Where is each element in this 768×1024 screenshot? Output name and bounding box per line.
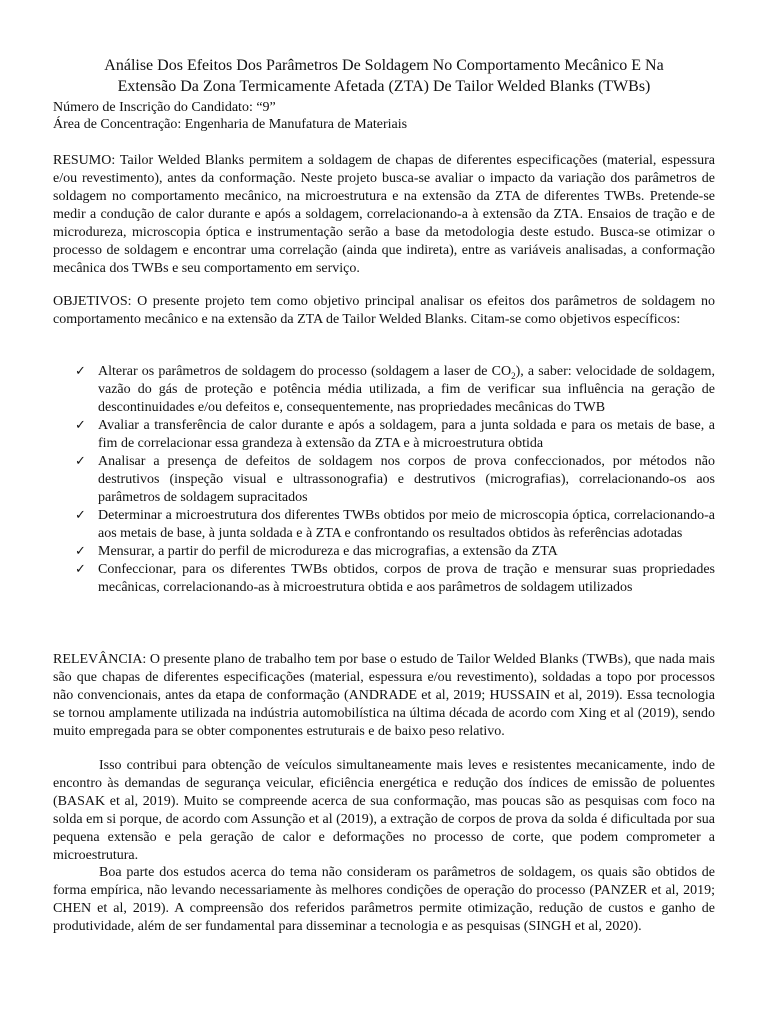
objective-text: Avaliar a transferência de calor durante e após a soldagem, para a junta soldada e para os metais de base, a fim de correlacionar essa grandeza à extensão da ZTA e à microestrutura obtida bbox=[98, 418, 715, 451]
title-line-2: Extensão Da Zona Termicamente Afetada (ZTA) De Tailor Welded Blanks (TWBs) bbox=[117, 78, 651, 95]
concentration-area: Área de Concentração: Engenharia de Manufatura de Materiais bbox=[53, 117, 408, 132]
objective-item bbox=[53, 453, 715, 507]
objective-item bbox=[53, 507, 715, 543]
objective-item bbox=[53, 417, 715, 453]
check-mark-icon: ✓ bbox=[75, 454, 86, 469]
specific-objectives-list bbox=[53, 363, 715, 597]
objective-text: Determinar a microestrutura dos diferentes TWBs obtidos por meio de microscopia óptica, correlacionando-a aos metais de base, à junta soldada e à ZTA e confrontando os resultados obtidos às referências adotadas bbox=[98, 508, 715, 541]
check-mark-icon: ✓ bbox=[75, 364, 86, 379]
objective-item bbox=[53, 363, 715, 417]
abstract-paragraph: RESUMO: Tailor Welded Blanks permitem a soldagem de chapas de diferentes especificações (material, espessura e/ou revestimento), antes da conformação. Neste projeto busca-se avaliar o impacto da variação dos parâmetros de soldagem no comportamento mecânico, na microestrutura e na extensão da ZTA de diferentes TWBs. Pretende-se medir a condução de calor durante e após a soldagem, correlacionando-a à extensão da ZTA. Ensaios de tração e de microdureza, microscopia óptica e instrumentação serão a base da metodologia deste estudo. Busca-se otimizar o processo de soldagem e encontrar uma correlação (ainda que indireta), entre as variáveis analisadas, a conformação mecânica dos TWBs e seu comportamento em serviço. bbox=[53, 153, 715, 276]
candidate-number: Número de Inscrição do Candidato: “9” bbox=[53, 100, 276, 115]
objective-text: Confeccionar, para os diferentes TWBs obtidos, corpos de prova de tração e mensurar suas propriedades mecânicas, correlacionando-as à microestrutura obtida e aos parâmetros de soldagem utilizados bbox=[98, 562, 715, 595]
objective-item bbox=[53, 543, 715, 561]
objective-subscript: 2 bbox=[511, 370, 516, 381]
objective-text-end: ), a saber: velocidade de soldagem, vazão do gás de proteção e potência média utilizada, a fim de verificar sua influência na geração de descontinuidades e/ou defeitos e, consequentemente, nas propriedades mecânicas do TWB bbox=[98, 364, 716, 415]
check-mark-icon: ✓ bbox=[75, 508, 86, 523]
objective-item bbox=[53, 561, 715, 597]
title-line-1: Análise Dos Efeitos Dos Parâmetros De Soldagem No Comportamento Mecânico E Na bbox=[104, 57, 664, 74]
check-mark-icon: ✓ bbox=[75, 418, 86, 433]
objective-text: Mensurar, a partir do perfil de microdureza e das micrografias, a extensão da ZTA bbox=[98, 544, 558, 559]
objective-text-start: Alterar os parâmetros de soldagem do processo (soldagem a laser de CO bbox=[98, 364, 512, 379]
relevance-paragraph-1: RELEVÂNCIA: O presente plano de trabalho tem por base o estudo de Tailor Welded Blanks (TWBs), que nada mais são que chapas de diferentes especificações (material, espessura e/ou revestimento), soldadas a topo por processos não convencionais, antes da etapa de conformação (ANDRADE et al, 2019; HUSSAIN et al, 2019). Essa tecnologia se tornou amplamente utilizada na indústria automobilística na última década de acordo com Xing et al (2019), sendo muito empregada para se obter componentes estruturais e de baixo peso relativo. bbox=[53, 652, 715, 739]
relevance-paragraph-2: Isso contribui para obtenção de veículos simultaneamente mais leves e resistentes mecanicamente, indo de encontro às demandas de segurança veicular, eficiência energética e redução dos índices de emissão de poluentes (BASAK et al, 2019). Muito se compreende acerca de sua conformação, mas poucas são as pesquisas com foco na solda em si porque, de acordo com Assunção et al (2019), a extração de corpos de prova da solda é dificultada por sua pequena extensão e pela geração de calor e deformações no processo de corte, que podem comprometer a microestrutura. bbox=[53, 758, 715, 863]
check-mark-icon: ✓ bbox=[75, 562, 86, 577]
objective-text: Analisar a presença de defeitos de soldagem nos corpos de prova confeccionados, por métodos não destrutivos (inspeção visual e ultrassonografia) e destrutivos (micrografias), correlacionando-os aos parâmetros de soldagem supracitados bbox=[98, 454, 715, 505]
check-mark-icon: ✓ bbox=[75, 544, 86, 559]
document-title bbox=[52, 55, 716, 97]
objectives-paragraph: OBJETIVOS: O presente projeto tem como objetivo principal analisar os efeitos dos parâmetros de soldagem no comportamento mecânico e na extensão da ZTA de Tailor Welded Blanks. Citam-se como objetivos específicos: bbox=[53, 294, 715, 327]
relevance-paragraph-3: Boa parte dos estudos acerca do tema não consideram os parâmetros de soldagem, os quais são obtidos de forma empírica, não levando necessariamente às melhores condições de operação do processo (PANZER et al, 2019; CHEN et al, 2019). A compreensão dos referidos parâmetros permite otimização, redução de custos e ganho de produtividade, além de ser fundamental para disseminar a tecnologia e as pesquisas (SINGH et al, 2020). bbox=[53, 865, 715, 934]
